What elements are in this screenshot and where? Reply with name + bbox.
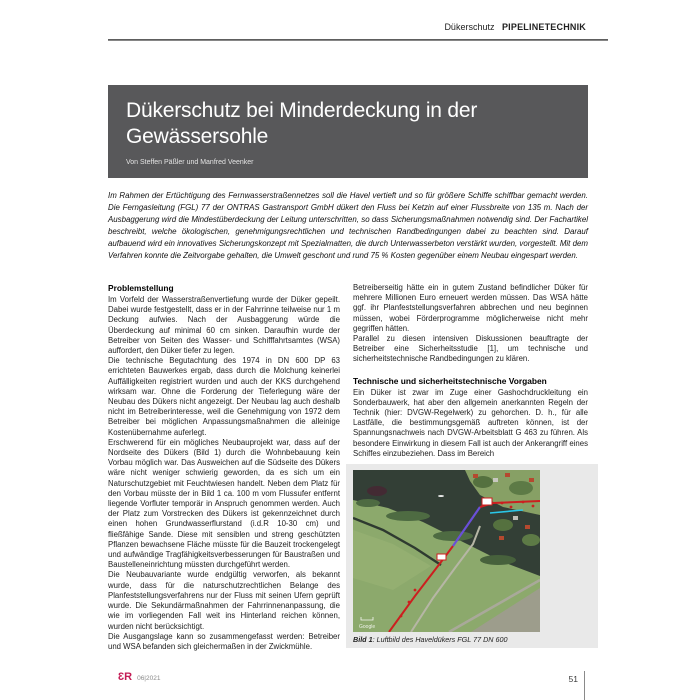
page-number-rule (584, 671, 585, 700)
map-house (505, 473, 510, 477)
header-rule (108, 39, 608, 41)
pipeline-dot (510, 506, 513, 509)
left-column (108, 283, 340, 652)
map-trees (509, 481, 533, 495)
map-trees (522, 534, 540, 546)
pipeline-dot (408, 601, 411, 604)
header-section-label: Dükerschutz (444, 22, 495, 32)
map-shore-trees (480, 555, 516, 565)
journal-logo (118, 671, 160, 683)
aerial-photo (353, 470, 540, 632)
title-block (108, 85, 588, 178)
section-heading-vorgaben: Technische und sicherheitstechnische Vorgaben (353, 375, 547, 386)
map-house (529, 478, 534, 482)
page-number: 51 (568, 674, 578, 684)
map-watermark: Google (359, 624, 376, 630)
body-paragraph: Ein Düker ist zwar im Zuge einer Gashochdruckleitung ein Sonderbauwerk, hat aber den allgemein anerkannten Regeln der Technik (hier: DVGW-Regelwerk) zu gehorchen. D. h., für alle Lastfälle, die bestimmungsgemäß auftreten können, ist der Spannungsnachweis nach DVGW-Arbeitsblatt G 463 zu führen. Als besondere Einwirkung in diesem Fall ist auch der Ankerangriff eines Schiffes einzubeziehen. Dass im Bereich (353, 387, 588, 458)
map-water-patch (367, 486, 387, 496)
body-paragraph: Parallel zu diesen intensiven Diskussionen beauftragte der Betreiber eine Sicherheitsstudie [1], um technische und sicherheitstechnische Randbedingungen zu klären. (353, 334, 588, 364)
page-header (108, 22, 586, 32)
map-house (525, 525, 530, 529)
pipeline-dot (400, 615, 403, 618)
section-heading-problemstellung: Problemstellung (108, 283, 174, 293)
map-shore-trees (386, 511, 430, 521)
body-paragraph: Die Neubauvariante wurde endgültig verworfen, als bekannt wurde, dass für die naturschutzrechtlichen Belange des Planfeststellungsverfahrens nur der Fluss mit seinen Ufern geprüft wurde. Die Sekundärmaßnahmen der Fahrrinnenanpassung, die wie im vorliegenden Fall weit ins Hinterland reichen können, wurden nicht berücksichtigt. (108, 570, 340, 631)
map-house (499, 536, 504, 540)
map-boat (438, 495, 444, 497)
figure-caption-text: : Luftbild des Haveldükers FGL 77 DN 600 (372, 635, 508, 644)
header-category-label: PIPELINETECHNIK (501, 22, 586, 32)
map-trees (493, 519, 513, 531)
map-shore-trees (433, 531, 473, 541)
body-paragraph: Im Vorfeld der Wasserstraßenvertiefung wurde der Düker gepeilt. Dabei wurde festgestellt, dass er in der Fahrrinne teilweise nur 1 m Deckung aufwies. Nach der Ausbaggerung würde die Überdeckung auf minimal 60 cm sinken. Daraufhin wurde der Betreiber von Seiten des Wasser- und Schifffahrtsamtes (WSA) auffordert, den Düker tiefer zu legen. (108, 295, 340, 356)
pipeline-dot (501, 502, 504, 505)
article-byline: Von Steffen Päßler und Manfred Veenker (126, 159, 254, 166)
pipeline-dot (414, 589, 417, 592)
right-column (353, 283, 588, 459)
figure-1-panel (346, 464, 598, 648)
figure-caption-label: Bild 1 (353, 635, 373, 644)
article-title: Dükerschutz bei Minderdeckung in der Gewässersohle (126, 99, 478, 148)
pipeline-dot (532, 505, 535, 508)
figure-caption (353, 635, 507, 644)
issue-label: 06|2021 (137, 675, 161, 682)
body-paragraph: Betreiberseitig hätte ein in gutem Zustand befindlicher Düker für mehrere Millionen Euro erneuert werden müssen. Das WSA hätte ggf. ihr Planfeststellungsverfahren abbrechen und neu beginnen müssen, wobei Förderprogramme möglicherweise nicht mehr gegriffen hätten. (353, 283, 588, 333)
body-paragraph: Die Ausgangslage kann so zusammengefasst werden: Betreiber und WSA befanden sich gleichermaßen in der Zwickmühle. (108, 631, 340, 651)
journal-logo-3: 3 (118, 671, 125, 683)
body-paragraph: Erschwerend für ein mögliches Neubauprojekt war, dass auf der Nordseite des Dükers (Bild 1) durch die Wohnbebauung kein Vorbau möglich war. Das Ausweichen auf die Südseite des Dükers wäre nicht weniger schwierig geworden, da es sich um ein Naturschutzgebiet mit Feuchtwiesen handelt. Neben dem Platz für den Vorbau müsste der in Bild 1 ca. 100 m vom Flussufer entfernt liegende Vorfluter temporär in Anspruch genommen werden. Auch der Platz zum Vorstrecken des Dükers ist gekennzeichnet durch einen hohen Grundwasserflurstand (i.d.R 10-30 cm) und fließfähige Sande. Diese mit sensiblen und streng geschützten Pflanzen bewachsene Fläche müsste für die Bauzeit trockengelegt und aufwändige Tragfähigkeitsverbesserungen für Baustraßen und Baustelleneinrichtung müssten durchgeführt werden. (108, 437, 340, 570)
article-abstract: Im Rahmen der Ertüchtigung des Fernwasserstraßennetzes soll die Havel vertieft und so für größere Schiffe schiffbar gemacht werden. Die Ferngasleitung (FGL) 77 der ONTRAS Gastransport GmbH dükert den Fluss bei Ketzin auf einer Flussbreite von 135 m. Nach der Ausbaggerung wird die Mindestüberdeckung der Leitung unterschritten, so dass Sicherungsmaßnahmen notwendig sind. Der Fachartikel beschreibt, welche ökologischen, genehmigungsrechtlichen und technischen Randbedingungen dabei zu beachten sind. Darauf aufbauend wird ein innovatives Sicherungskonzept mit Spezialmatten, die durch Unterwasserbeton verstärkt wurden, vorgestellt. Mit dem Verfahren konnte die Zeitvorgabe gehalten, die Umwelt geschont und rund 75 % Kosten gegenüber einem Neubau eingespart werden. (108, 191, 588, 260)
station-marker (437, 554, 446, 560)
pipeline-dot (522, 501, 525, 504)
station-marker (482, 498, 492, 505)
journal-logo-r: R (124, 671, 133, 683)
map-house (493, 478, 498, 482)
body-paragraph: Die technische Begutachtung des 1974 in DN 600 DP 63 errichteten Bauwerkes ergab, dass durch die Molchung keinerlei Auffälligkeiten registriert wurden und auch der KKS durchgehend wirksam war. Ohne die Forderung der Tieferlegung wäre der Neubau des Dükers nicht angezeigt. Der Neubau lag auch deshalb nicht im Betreiberinteresse, weil die Genehmigung von 1972 dem Betreiber bei möglichen Anpassungsmaßnahmen die alleinige Kostenübernahme auferlegt. (108, 356, 340, 437)
map-shore-trees (356, 499, 380, 507)
map-house (513, 516, 518, 520)
map-house (473, 474, 478, 478)
